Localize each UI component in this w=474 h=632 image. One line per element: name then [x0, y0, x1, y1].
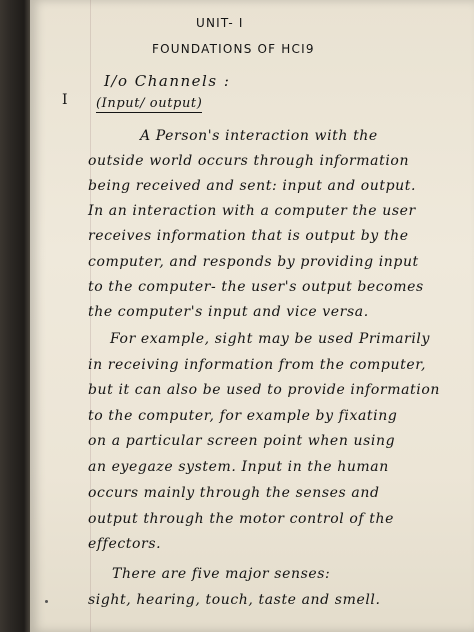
unit-heading: UNIT- I	[196, 16, 244, 30]
body-line: receives information that is output by the	[88, 228, 409, 244]
section-subheading: (Input/ output)	[96, 96, 203, 111]
body-line: sight, hearing, touch, taste and smell.	[88, 592, 381, 608]
page-title: FOUNDATIONS OF HCI9	[152, 42, 315, 56]
body-line: outside world occurs through information	[88, 153, 410, 169]
body-line: There are five major senses:	[112, 566, 331, 582]
body-line: to the computer- the user's output becomes	[88, 279, 424, 295]
body-line: computer, and responds by providing input	[88, 254, 419, 270]
body-line: being received and sent: input and output.	[88, 178, 417, 194]
body-line: the computer's input and vice versa.	[88, 304, 369, 320]
body-line: occurs mainly through the senses and	[88, 485, 380, 501]
body-line: effectors.	[88, 536, 162, 552]
body-line: In an interaction with a computer the user	[88, 203, 416, 219]
body-line: to the computer, for example by fixating	[88, 408, 398, 424]
body-line: an eyegaze system. Input in the human	[88, 459, 389, 475]
body-line: A Person's interaction with the	[140, 128, 378, 144]
section-heading: I/o Channels :	[104, 72, 231, 90]
body-line: on a particular screen point when using	[88, 433, 396, 449]
page-mark	[45, 600, 48, 603]
body-line: For example, sight may be used Primarily	[110, 331, 431, 347]
section-number: I	[62, 92, 68, 108]
body-line: in receiving information from the computer,	[88, 357, 427, 373]
body-line: but it can also be used to provide information	[88, 382, 440, 398]
body-line: output through the motor control of the	[88, 511, 394, 527]
